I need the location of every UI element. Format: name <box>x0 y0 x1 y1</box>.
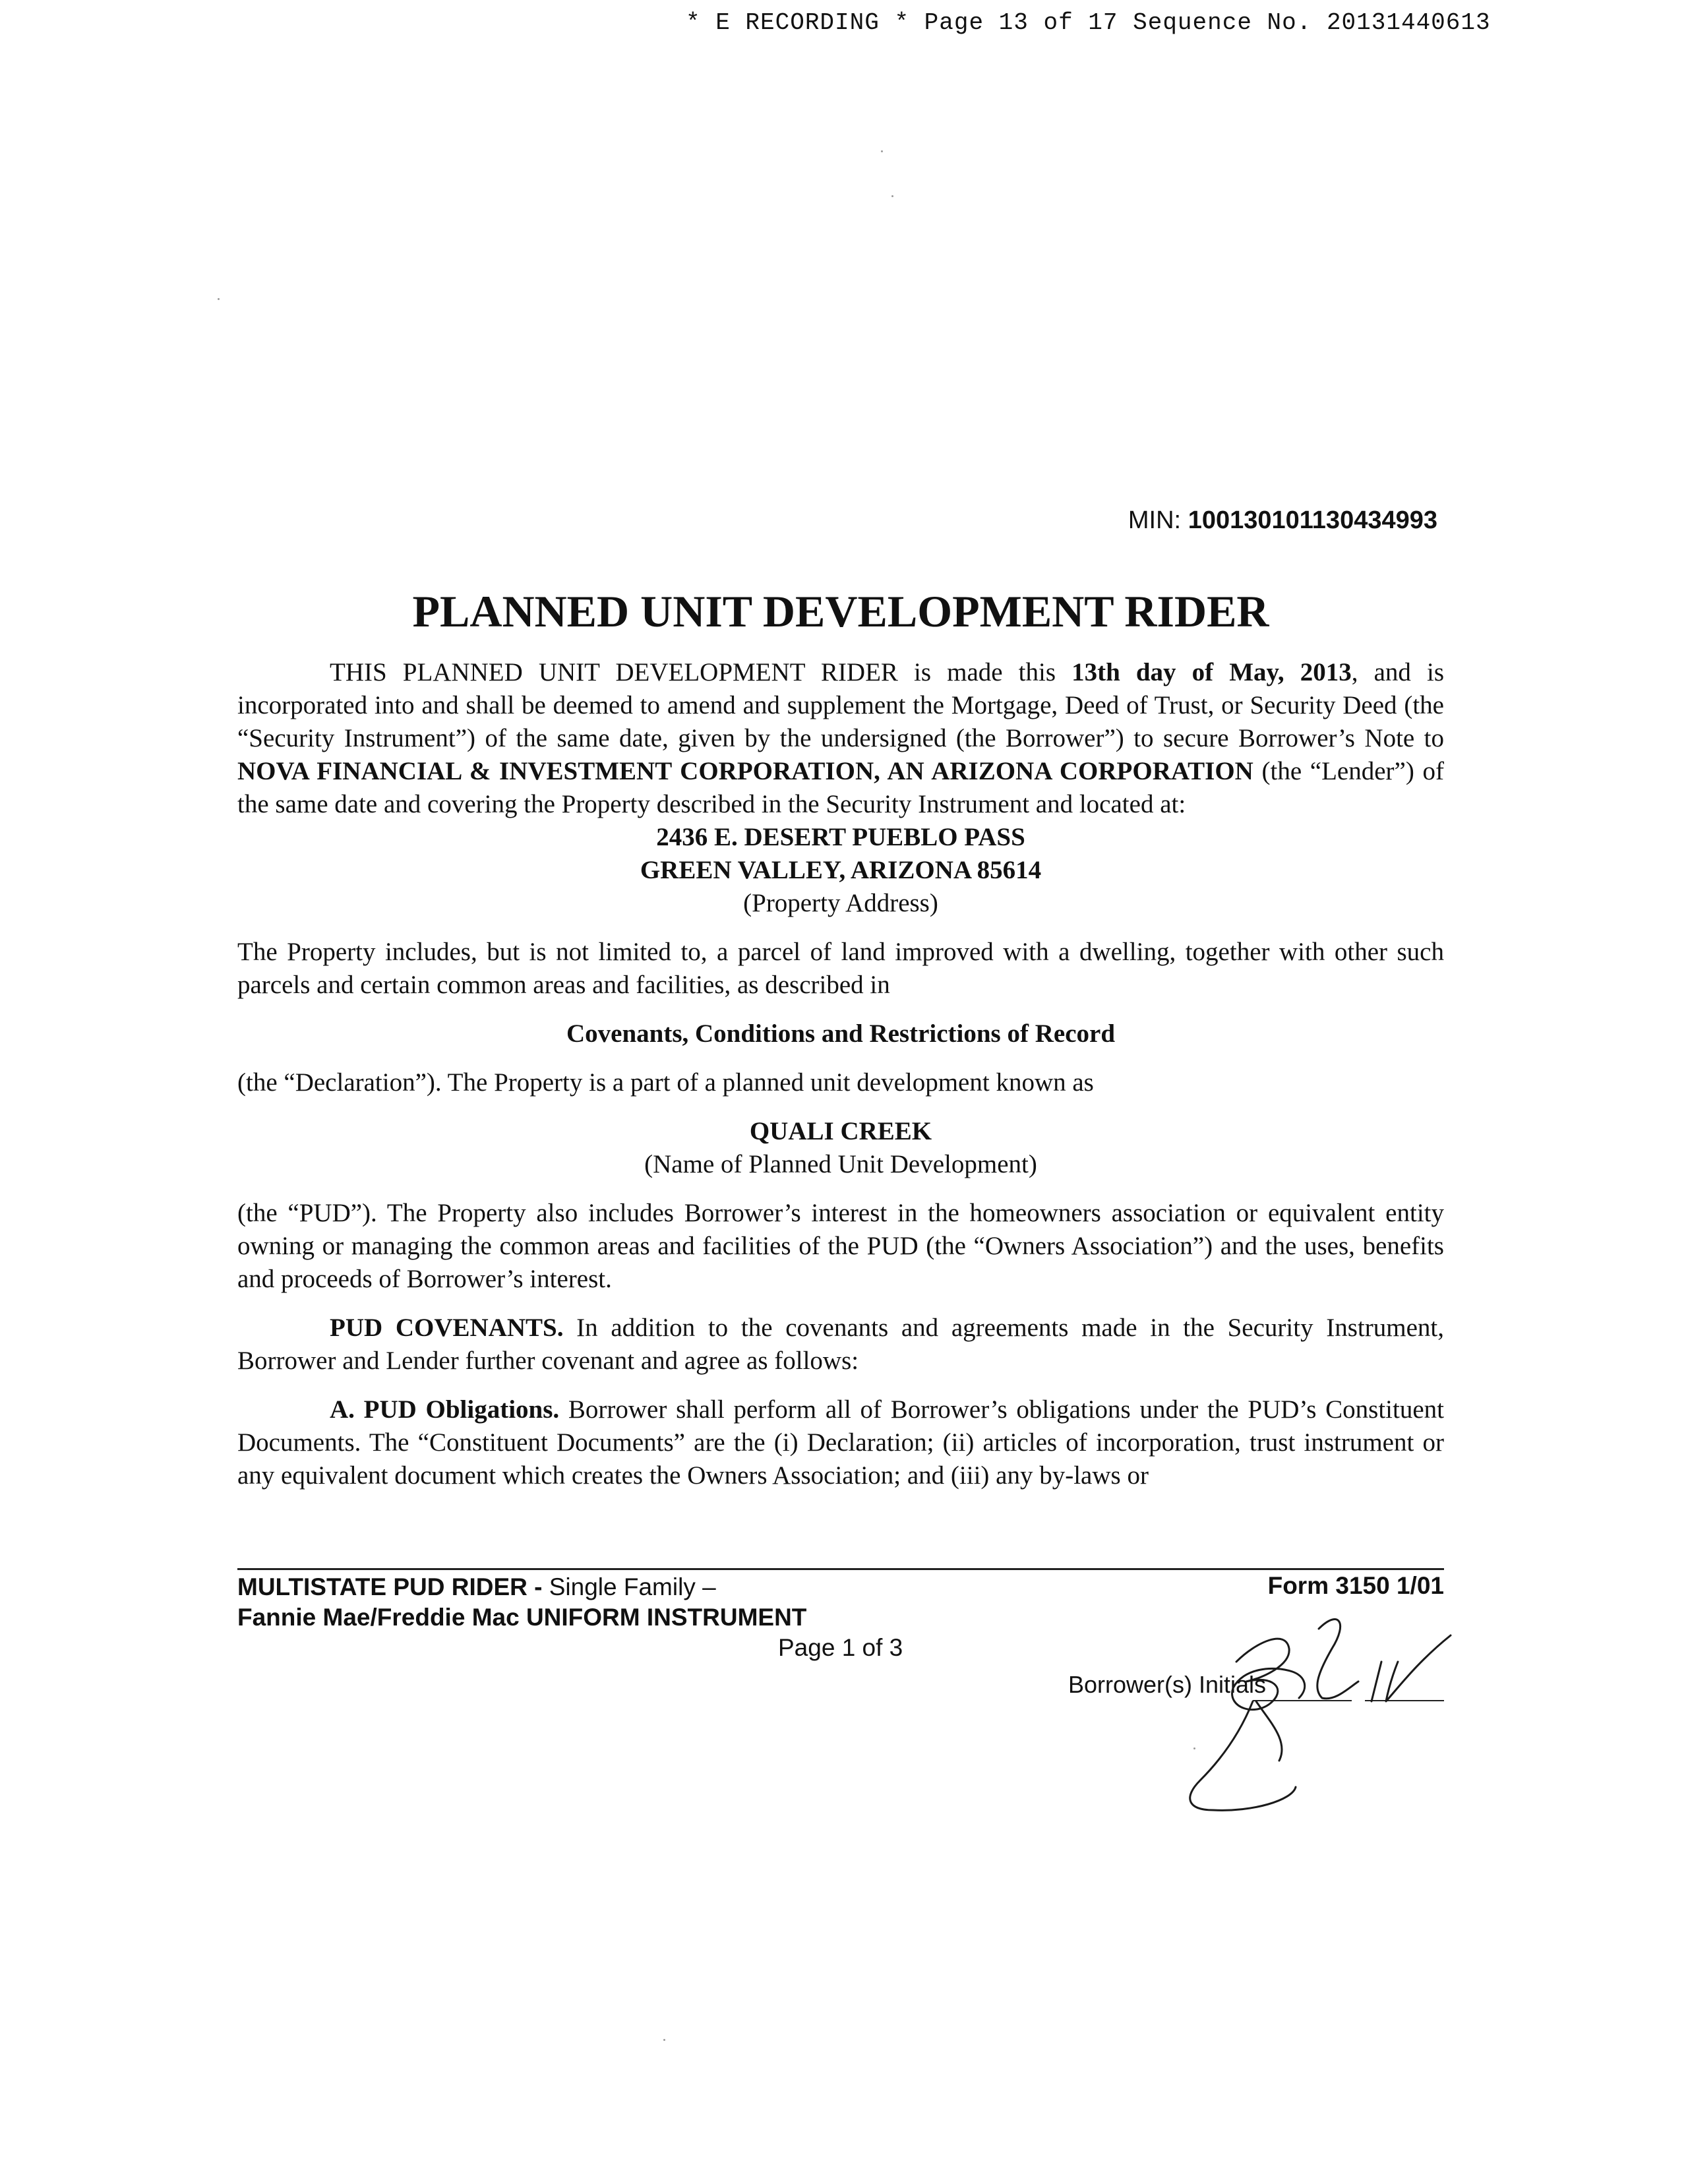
scan-speck <box>891 195 893 197</box>
intro-paragraph <box>237 656 1444 821</box>
form-identifier <box>237 1572 806 1633</box>
lender-name: NOVA FINANCIAL & INVESTMENT CORPORATION, AN ARIZONA CORPORATION <box>237 757 1253 785</box>
covenants-paragraph <box>237 1312 1444 1378</box>
initials-label: Borrower(s) Initials <box>1068 1671 1267 1698</box>
covenants-heading: PUD COVENANTS. <box>330 1314 564 1342</box>
intro-text-3: (the “Lender”) of the same date and covering the Property described in the Security Instrument and located at: <box>237 757 1444 818</box>
intro-text-1: THIS PLANNED UNIT DEVELOPMENT RIDER is made this <box>330 658 1072 686</box>
pud-name <box>237 1115 1444 1148</box>
min-value: 100130101130434993 <box>1188 506 1437 534</box>
min-label: MIN: <box>1128 506 1182 534</box>
handwritten-initials <box>1121 1602 1490 1820</box>
min-number <box>923 506 1437 535</box>
address-line-2 <box>237 854 1444 887</box>
rider-date: 13th day of May, 2013 <box>1071 658 1352 686</box>
document-title: PLANNED UNIT DEVELOPMENT RIDER <box>412 586 1269 636</box>
covenants-text: In addition to the covenants and agreements made in the Security Instrument, Borrower and Lender further covenant and agree as follows: <box>237 1314 1444 1375</box>
form-name: MULTISTATE PUD RIDER - <box>237 1573 543 1600</box>
obligations-paragraph <box>237 1393 1444 1492</box>
footer-divider <box>237 1568 1444 1570</box>
form-line-2: Fannie Mae/Freddie Mac UNIFORM INSTRUMENT <box>237 1604 807 1631</box>
declaration-paragraph: (the “Declaration”). The Property is a part of a planned unit development known as <box>237 1068 1094 1097</box>
scan-speck <box>881 150 883 152</box>
form-type: Single Family – <box>542 1573 716 1600</box>
form-line-1 <box>237 1572 806 1602</box>
address-line-1 <box>237 821 1444 854</box>
property-paragraph: The Property includes, but is not limited to, a parcel of land improved with a dwelling, together with other such parcels and certain common areas and facilities, as described in <box>237 938 1444 999</box>
scan-speck <box>663 2039 665 2041</box>
recording-header: * E RECORDING * Page 13 of 17 Sequence No. 20131440613 <box>686 9 1491 36</box>
scan-speck <box>218 298 220 300</box>
form-number: Form 3150 1/01 <box>1267 1572 1444 1599</box>
address-caption: (Property Address) <box>743 889 938 917</box>
document-body <box>237 656 1444 1492</box>
obligations-text: Borrower shall perform all of Borrower’s obligations under the PUD’s Constituent Documents. The “Constituent Documents” are the (i) Declaration; (ii) articles of incorporation, trust instrument or any equivalent document which creates the Owners Association; and (iii) any by-laws or <box>237 1395 1444 1490</box>
pud-name-text: QUALI CREEK <box>749 1117 932 1145</box>
pud-caption: (Name of Planned Unit Development) <box>644 1150 1037 1178</box>
obligations-heading: A. PUD Obligations. <box>330 1395 560 1424</box>
pud-paragraph: (the “PUD”). The Property also includes Borrower’s interest in the homeowners association or equivalent entity owning or managing the common areas and facilities of the PUD (the “Owners Association”) and the uses, benefits and proceeds of Borrower’s interest. <box>237 1199 1444 1293</box>
scan-speck <box>1193 1747 1195 1749</box>
address-street: 2436 E. DESERT PUEBLO PASS <box>656 823 1025 851</box>
intro-text-2: , and is incorporated into and shall be deemed to amend and supplement the Mortgage, Deed of Trust, or Security Deed (the “Security Instrument”) of the same date, given by the undersigned (the Borrower”) to secure Borrower’s Note to <box>237 658 1444 752</box>
declaration-title <box>237 1017 1444 1050</box>
address-city: GREEN VALLEY, ARIZONA 85614 <box>640 856 1042 884</box>
declaration-title-text: Covenants, Conditions and Restrictions of Record <box>566 1019 1116 1048</box>
page-number: Page 1 of 3 <box>778 1634 903 1661</box>
